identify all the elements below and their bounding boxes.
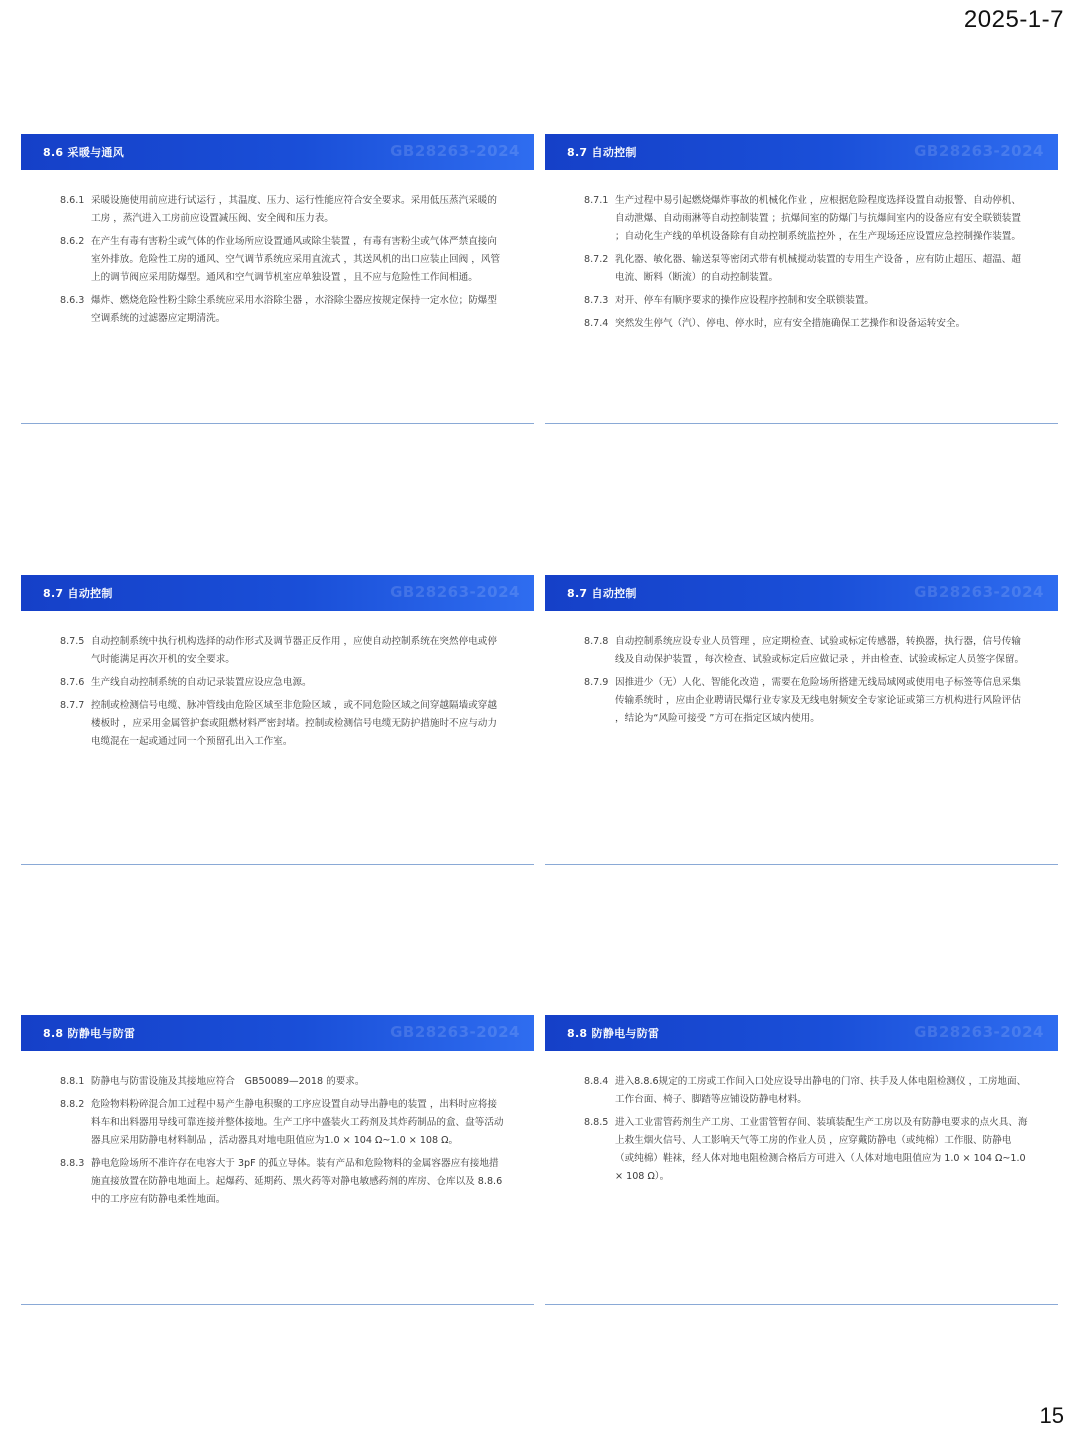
section-header [545, 134, 1058, 170]
clause-number: 8.7.7 [60, 700, 85, 711]
clause-text: 爆炸、燃烧危险性粉尘除尘系统应采用水浴除尘器 ，水浴除尘器应按规定保持一定水位；防爆型空调系统的过滤器应定期清洗。 [91, 295, 497, 324]
standard-watermark: GB28263-2024 [390, 583, 520, 601]
clause-item [60, 697, 504, 751]
clause-list [545, 611, 1058, 728]
clause-text: 进入8.8.6规定的工房或工作间入口处应设导出静电的门帘、扶手及人体电阻检测仪 ，工房地面、工作台面、椅子、脚踏等应铺设防静电材料。 [615, 1076, 1027, 1105]
clause-text: 防静电与防雷设施及其接地应符合 GB50089—2018 的要求。 [91, 1076, 365, 1087]
clause-list [21, 170, 534, 328]
clause-number: 8.7.2 [584, 254, 609, 265]
clause-text: 因推进少（无）人化、智能化改造 ，需要在危险场所搭建无线局域网或使用电子标签等信息采集传输系统时 ，应由企业聘请民爆行业专家及无线电射频安全专家论证或第三方机构进行风险评估 ，结论为“风险可接受 ”方可在指定区域内使用。 [615, 677, 1021, 724]
clause-item [584, 315, 1028, 333]
clause-item [60, 1155, 504, 1209]
clause-text: 采暖设施使用前应进行试运行 ，其温度、压力、运行性能应符合安全要求。采用低压蒸汽采暖的工房 ，蒸汽进入工房前应设置减压阀、安全阀和压力表。 [91, 195, 497, 224]
standard-watermark: GB28263-2024 [390, 142, 520, 160]
clause-number: 8.7.1 [584, 195, 609, 206]
section-title: 8.7 自动控制 [567, 146, 637, 159]
section-title: 8.6 采暖与通风 [43, 146, 125, 159]
clause-item [60, 633, 504, 669]
clause-item [584, 1073, 1028, 1109]
clause-item [60, 233, 504, 287]
clause-text: 自动控制系统应设专业人员管理 ，应定期检查、试验或标定传感器，转换器，执行器，信号传输线及自动保护装置 ，每次检查、试验或标定后应做记录 ，并由检查、试验或标定人员签字保留。 [615, 636, 1025, 665]
clause-number: 8.7.4 [584, 318, 609, 329]
section-card-8-7-b [21, 575, 534, 865]
section-header [545, 1015, 1058, 1051]
clause-number: 8.8.4 [584, 1076, 609, 1087]
clause-number: 8.6.2 [60, 236, 85, 247]
section-title: 8.8 防静电与防雷 [43, 1027, 136, 1040]
clause-text: 进入工业雷管药剂生产工房、工业雷管暂存间、装填装配生产工房以及有防静电要求的点火具、海上救生烟火信号、人工影响天气等工房的作业人员 ，应穿戴防静电（或纯棉）工作服、防静电（或纯棉）鞋袜，经人体对地电阻检测合格后方可进入（人体对地电阻值应为 1.0 × 104 Ω~1.0 × 108 Ω）。 [615, 1117, 1028, 1182]
clause-text: 对开、停车有顺序要求的操作应设程序控制和安全联锁装置。 [615, 295, 875, 306]
clause-text: 静电危险场所不准许存在电容大于 3pF 的孤立导体。装有产品和危险物料的金属容器应有接地措施直接放置在防静电地面上。起爆药、延期药、黑火药等对静电敏感药剂的库房、仓库以及 8.8.6 中的工序应有防静电柔性地面。 [91, 1158, 503, 1205]
clause-number: 8.7.3 [584, 295, 609, 306]
section-header [545, 575, 1058, 611]
clause-text: 危险物料粉碎混合加工过程中易产生静电积聚的工序应设置自动导出静电的装置 ，出料时应将接料车和出料器用导线可靠连接并整体接地。生产工序中盛装火工药剂及其炸药制品的盒、盘等活动器具应采用防静电材料制品 ，活动器具对地电阻值应为1.0 × 104 Ω~1.0 × 108 Ω。 [91, 1099, 504, 1146]
section-header [21, 575, 534, 611]
section-header [21, 1015, 534, 1051]
clause-number: 8.8.2 [60, 1099, 85, 1110]
clause-item [584, 292, 1028, 310]
section-title: 8.7 自动控制 [43, 587, 113, 600]
page-number: 15 [1039, 1403, 1064, 1428]
clause-number: 8.8.5 [584, 1117, 609, 1128]
clause-number: 8.7.6 [60, 677, 85, 688]
clause-text: 生产过程中易引起燃烧爆炸事故的机械化作业 ，应根据危险程度选择设置自动报警、自动停机、自动泄爆、自动雨淋等自动控制装置 ；抗爆间室的防爆门与抗爆间室内的设备应有安全联锁装置 ；自动化生产线的单机设备除有自动控制系统监控外 ，在生产现场还应设置应急控制操作装置。 [615, 195, 1021, 242]
clause-item [60, 1096, 504, 1150]
clause-number: 8.6.3 [60, 295, 85, 306]
standard-watermark: GB28263-2024 [390, 1023, 520, 1041]
clause-text: 生产线自动控制系统的自动记录装置应设应急电源。 [91, 677, 312, 688]
section-card-8-7-a [545, 134, 1058, 424]
clause-item [584, 251, 1028, 287]
clause-number: 8.7.5 [60, 636, 85, 647]
section-card-8-6 [21, 134, 534, 424]
standard-watermark: GB28263-2024 [914, 142, 1044, 160]
clause-item [584, 633, 1028, 669]
clause-number: 8.7.8 [584, 636, 609, 647]
section-card-8-8-a [21, 1015, 534, 1305]
clause-number: 8.6.1 [60, 195, 85, 206]
clause-item [60, 1073, 504, 1091]
section-card-8-8-b [545, 1015, 1058, 1305]
clause-text: 乳化器、敏化器、输送泵等密闭式带有机械搅动装置的专用生产设备 ，应有防止超压、超温、超电流、断料（断流）的自动控制装置。 [615, 254, 1021, 283]
clause-list [21, 611, 534, 751]
clause-item [60, 674, 504, 692]
clause-number: 8.8.3 [60, 1158, 85, 1169]
section-header [21, 134, 534, 170]
section-title: 8.7 自动控制 [567, 587, 637, 600]
clause-text: 自动控制系统中执行机构选择的动作形式及调节器正反作用 ，应使自动控制系统在突然停电或停气时能满足再次开机的安全要求。 [91, 636, 497, 665]
clause-list [545, 1051, 1058, 1186]
clause-item [584, 674, 1028, 728]
clause-number: 8.7.9 [584, 677, 609, 688]
date-label: 2025-1-7 [963, 6, 1064, 33]
clause-text: 突然发生停气（汽）、停电、停水时，应有安全措施确保工艺操作和设备运转安全。 [615, 318, 966, 329]
standard-watermark: GB28263-2024 [914, 583, 1044, 601]
clause-number: 8.8.1 [60, 1076, 85, 1087]
clause-text: 在产生有毒有害粉尘或气体的作业场所应设置通风或除尘装置 ，有毒有害粉尘或气体严禁直接向室外排放。危险性工房的通风、空气调节系统应采用直流式 ，其送风机的出口应装止回阀 ，风管上的调节阀应采用防爆型。通风和空气调节机室应单独设置 ，且不应与危险性工作间相通。 [91, 236, 501, 283]
clause-item [584, 1114, 1028, 1186]
clause-item [584, 192, 1028, 246]
section-card-8-7-c [545, 575, 1058, 865]
standard-watermark: GB28263-2024 [914, 1023, 1044, 1041]
clause-list [21, 1051, 534, 1209]
clause-text: 控制或检测信号电缆、脉冲管线由危险区域至非危险区域 ，或不同危险区域之间穿越隔墙或穿越楼板时 ，应采用金属管护套或阻燃材料严密封堵。控制或检测信号电缆无防护措施时不应与动力电缆混在一起或通过同一个预留孔出入工作室。 [91, 700, 497, 747]
clause-list [545, 170, 1058, 333]
clause-item [60, 192, 504, 228]
clause-item [60, 292, 504, 328]
section-title: 8.8 防静电与防雷 [567, 1027, 660, 1040]
